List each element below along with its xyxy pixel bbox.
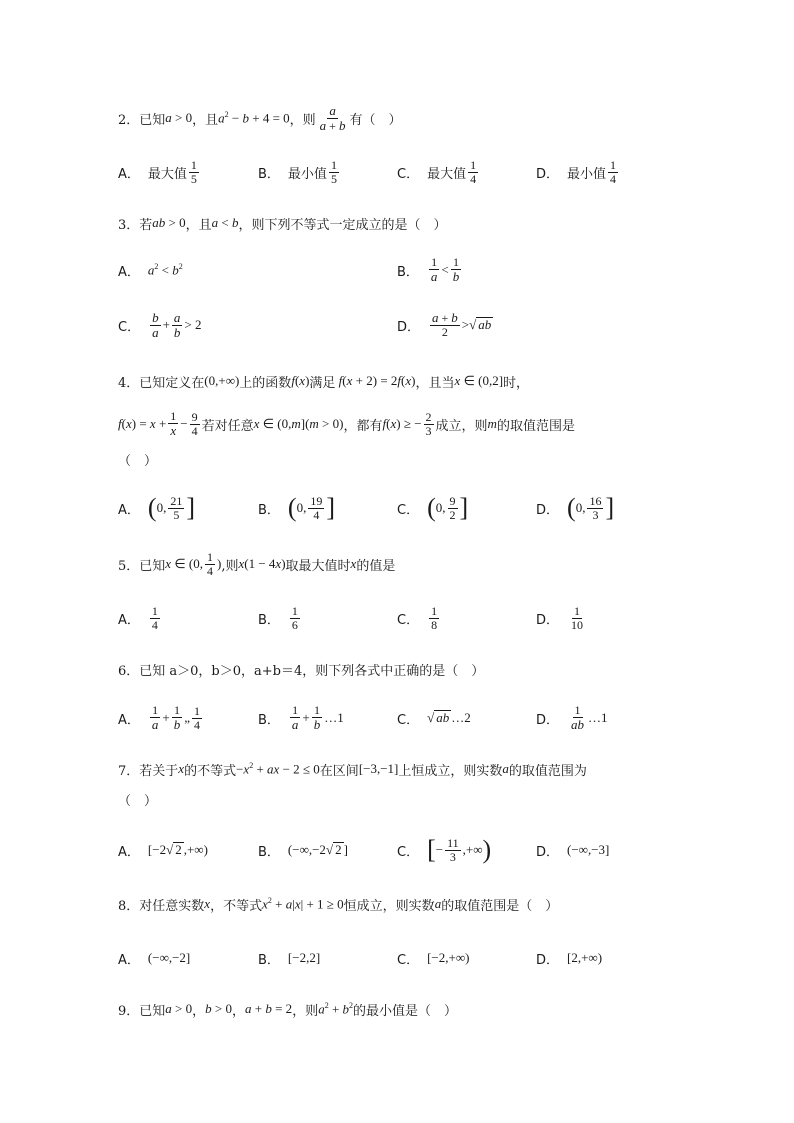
- option-b[interactable]: B． $\frac{1}{a}$ < $\frac{1}{b}$: [397, 255, 460, 284]
- option-d[interactable]: D． ( 0, $\frac{16}{3}$ ]: [536, 493, 615, 522]
- question-6-stem: 6．已知 a＞0，b＞0，a+b＝4，则下列各式中正确的是（ ）: [118, 663, 485, 679]
- question-5-stem: 5．已知 x ∈ (0, $\frac{1}{4}$ ) ,则 x(1 − 4x) 取最大值时 x 的值是: [118, 549, 396, 578]
- option-d[interactable]: D． $\frac{1}{ab}$ …1: [536, 703, 608, 732]
- question-4-options: [0, 488, 794, 528]
- option-a[interactable]: A． 最大值 $\frac{1}{5}$: [118, 157, 197, 186]
- option-b[interactable]: B． [−2,2]: [258, 950, 321, 968]
- option-b[interactable]: B． 最小值 $\frac{1}{5}$: [258, 157, 337, 186]
- option-b[interactable]: B． $\frac{1}{a}$ + $\frac{1}{b}$ …1: [258, 703, 344, 732]
- question-5-options: [0, 598, 794, 638]
- option-c[interactable]: C． 最大值 $\frac{1}{4}$: [397, 157, 477, 186]
- question-2-options: [0, 152, 794, 192]
- option-b[interactable]: B． $\frac{1}{6}$: [258, 603, 298, 632]
- option-a[interactable]: A． ( 0, $\frac{21}{5}$ ]: [118, 493, 195, 522]
- option-d[interactable]: D． [2,+∞): [536, 950, 603, 968]
- question-3-stem: 3．若 ab > 0 ，且 a < b ，则下列不等式一定成立的是（ ）: [118, 215, 447, 233]
- question-4-line2: f(x) = x + $\frac{1}{x}$ − $\frac{9}{4}$ 若对任意 x ∈ (0,m](m > 0) ，都有 f(x) ≥ − $\frac{2}{3}$ 成立，则 m 的取值范围是: [118, 409, 575, 438]
- option-c[interactable]: C． $\frac{b}{a}$ + $\frac{a}{b}$ > 2: [118, 309, 202, 340]
- question-9-stem: 9．已知 a > 0 ， b > 0 ， a + b = 2 ，则 $a^2 + b^2$ 的最小值是（ ）: [118, 1000, 458, 1019]
- question-7-line2: （ ）: [118, 793, 158, 809]
- question-6-options: [0, 698, 794, 738]
- question-7-options: [0, 830, 794, 870]
- option-a[interactable]: A． $a^2 < b^2$: [118, 261, 183, 280]
- option-b[interactable]: B． (−∞,−2 √ 2 ]: [258, 842, 348, 860]
- option-d[interactable]: D． 最小值 $\frac{1}{4}$: [536, 157, 617, 186]
- option-a[interactable]: A． $\frac{1}{4}$: [118, 603, 158, 632]
- question-4-line1: 4．已知定义在 (0,+∞) 上的函数 f(x) 满足 f(x + 2) = 2f(x) ，且当 x ∈ (0,2] 时，: [118, 373, 530, 391]
- option-d[interactable]: D． $\frac{1}{10}$: [536, 603, 584, 632]
- option-c[interactable]: C． $\frac{1}{8}$: [397, 603, 438, 632]
- option-d[interactable]: D． $\frac{a + b}{2}$ > √ ab: [397, 310, 492, 340]
- option-a[interactable]: A． (−∞,−2]: [118, 950, 191, 968]
- option-c[interactable]: C． [−2,+∞): [397, 950, 470, 968]
- option-c[interactable]: C． √ ab …2: [397, 710, 471, 728]
- question-3-options-row1: [0, 250, 794, 290]
- option-a[interactable]: A． [−2 √ 2 ,+∞): [118, 842, 208, 860]
- question-3-options-row2: [0, 305, 794, 345]
- question-8-stem: 8．对任意实数 x ，不等式 $x^2 + a|x| + 1 \ge 0$ 恒成立，则实数 a 的取值范围是（ ）: [118, 895, 559, 914]
- question-7-stem: 7．若关于 x 的不等式 $-x^2$ + ax − 2 ≤ 0 在区间 [−3,−1] 上恒成立，则实数 a 的取值范围为: [118, 760, 587, 779]
- question-8-options: [0, 938, 794, 978]
- option-c[interactable]: C． [ − $\frac{11}{3}$ ,+∞ ): [397, 835, 492, 864]
- question-2-stem: 2．已知 a > 0 ，且 $a^2 - b + 4 = 0$ ，则 $\frac{a}{a + b}$ 有（ ）: [118, 102, 402, 133]
- option-b[interactable]: B． ( 0, $\frac{19}{4}$ ]: [258, 493, 336, 522]
- question-4-line3: （ ）: [118, 453, 158, 469]
- option-c[interactable]: C． ( 0, $\frac{9}{2}$ ]: [397, 493, 469, 522]
- option-d[interactable]: D． (−∞,−3]: [536, 842, 610, 860]
- option-a[interactable]: A． $\frac{1}{a}$ + $\frac{1}{b}$ „ $\frac{1}{4}$: [118, 703, 201, 732]
